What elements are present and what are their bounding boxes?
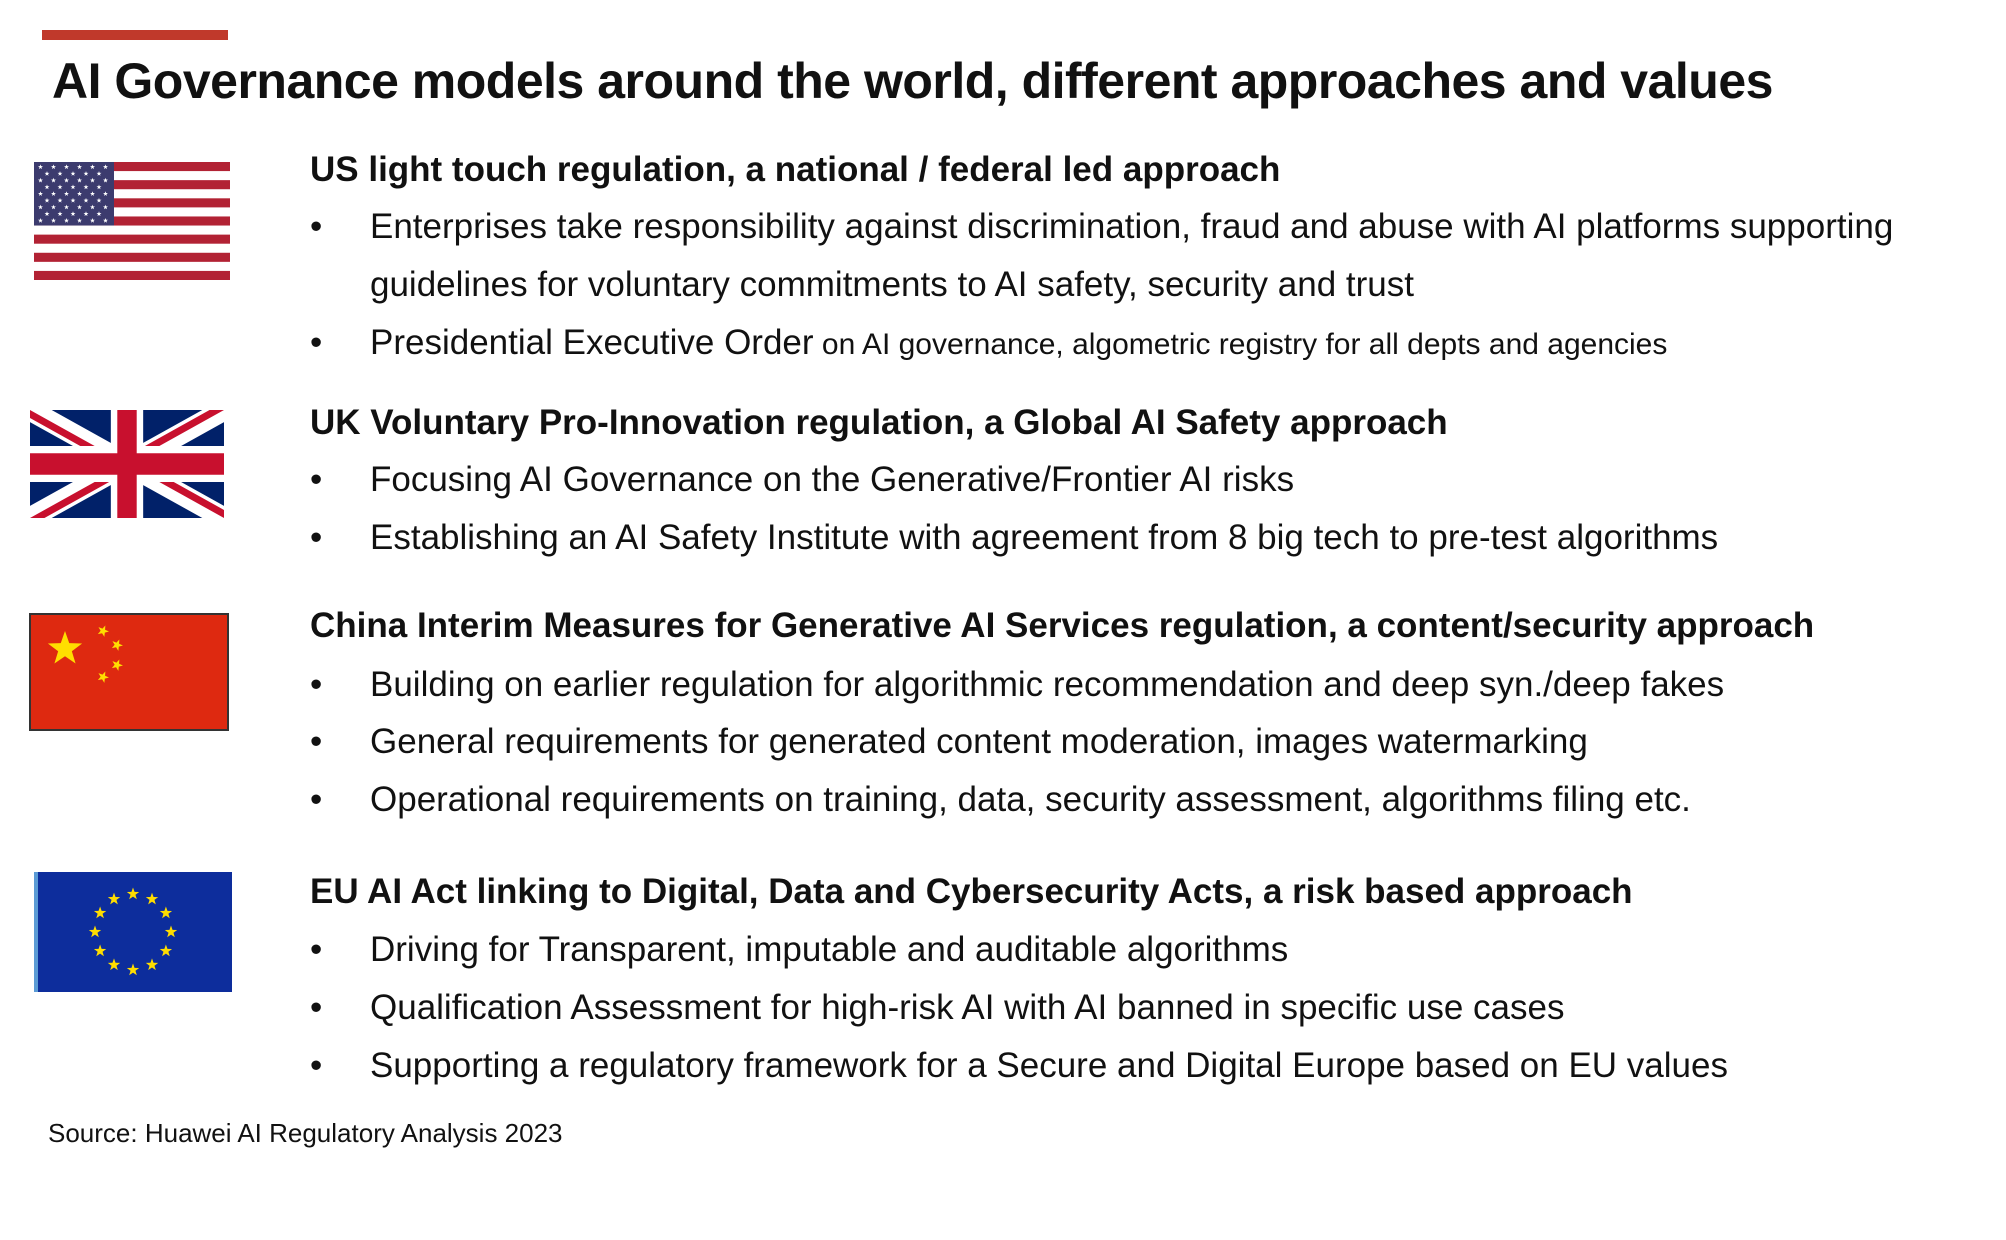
title-accent-bar <box>42 30 228 40</box>
bullet-text: Focusing AI Governance on the Generative/Frontier AI risks <box>370 460 1295 499</box>
bullet-text: Enterprises take responsibility against discrimination, fraud and abuse with AI platforms supporting <box>370 207 1894 246</box>
bullet-icon: • <box>310 780 323 819</box>
china-flag-icon <box>29 613 229 731</box>
bullet-icon: • <box>310 988 323 1027</box>
china-section-heading: China Interim Measures for Generative AI Services regulation, a content/security approach <box>310 606 1815 645</box>
bullet-text-group <box>370 323 1667 363</box>
bullet-icon: • <box>310 722 323 761</box>
source-note: Source: Huawei AI Regulatory Analysis 2023 <box>48 1118 563 1148</box>
bullet-icon: • <box>310 460 323 499</box>
bullet-text: General requirements for generated content moderation, images watermarking <box>370 722 1588 761</box>
bullet-text: Driving for Transparent, imputable and auditable algorithms <box>370 930 1289 969</box>
bullet-icon: • <box>310 323 323 362</box>
bullet-text: guidelines for voluntary commitments to AI safety, security and trust <box>370 265 1414 304</box>
eu-section-heading: EU AI Act linking to Digital, Data and Cybersecurity Acts, a risk based approach <box>310 872 1633 911</box>
bullet-icon: • <box>310 207 323 246</box>
bullet-text: Establishing an AI Safety Institute with agreement from 8 big tech to pre-test algorithms <box>370 518 1719 557</box>
bullet-icon: • <box>310 665 323 704</box>
eu-flag-icon <box>34 872 232 992</box>
bullet-text: Qualification Assessment for high-risk AI with AI banned in specific use cases <box>370 988 1565 1027</box>
uk-section-heading: UK Voluntary Pro-Innovation regulation, a Global AI Safety approach <box>310 403 1448 442</box>
uk-flag-icon <box>30 410 224 518</box>
bullet-text-small: on AI governance, algometric registry for all depts and agencies <box>813 328 1668 361</box>
bullet-text: Operational requirements on training, data, security assessment, algorithms filing etc. <box>370 780 1691 819</box>
bullet-text: Building on earlier regulation for algorithmic recommendation and deep syn./deep fakes <box>370 665 1725 704</box>
bullet-icon: • <box>310 930 323 969</box>
bullet-icon: • <box>310 518 323 557</box>
us-flag-icon <box>34 162 230 280</box>
bullet-text: Presidential Executive Order <box>370 323 814 362</box>
us-section-heading: US light touch regulation, a national / federal led approach <box>310 150 1281 189</box>
bullet-icon: • <box>310 1046 323 1085</box>
bullet-text: Supporting a regulatory framework for a Secure and Digital Europe based on EU values <box>370 1046 1728 1085</box>
page-title: AI Governance models around the world, different approaches and values <box>52 53 1773 109</box>
